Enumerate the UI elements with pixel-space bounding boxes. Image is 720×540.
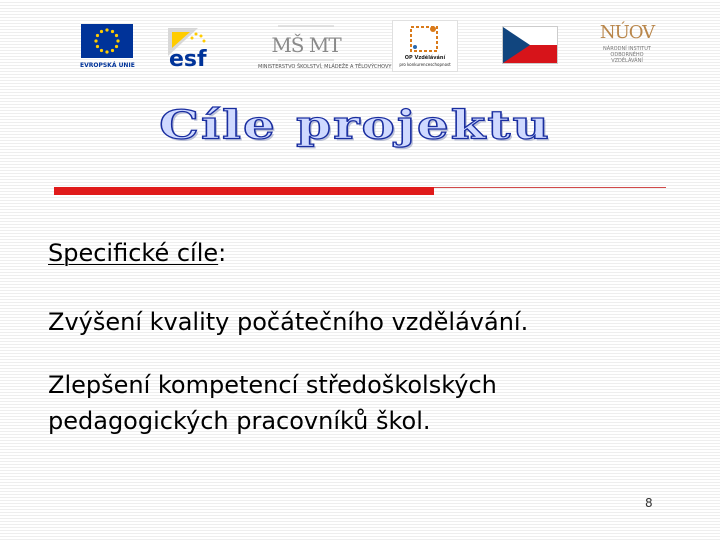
eu-star-icon <box>111 30 114 33</box>
eu-star-icon <box>115 34 118 37</box>
opvk-caption-1: OP Vzdělávání <box>404 55 446 61</box>
goals-heading <box>48 238 226 268</box>
goal-item-1: Zvýšení kvality počátečního vzdělávání. <box>48 308 529 336</box>
msmt-text: MŠ MT <box>271 33 341 57</box>
eu-star-icon <box>115 45 118 48</box>
eu-star-icon <box>94 39 97 42</box>
msmt-logo <box>258 22 392 74</box>
eu-star-icon <box>100 30 103 33</box>
page-number: 8 <box>645 496 653 510</box>
nuov-caption: NÁRODNÍ INSTITUT ODBORNÉHO VZDĚLÁVÁNÍ <box>603 46 651 64</box>
eu-caption: EVROPSKÁ UNIE <box>80 62 135 69</box>
eu-star-icon <box>96 45 99 48</box>
eu-logo <box>80 24 134 72</box>
goals-heading-colon: : <box>218 239 227 267</box>
esf-text: esf <box>169 47 207 72</box>
eu-star-icon <box>105 28 108 31</box>
eu-star-icon <box>111 49 114 52</box>
title-underline-thick <box>54 187 434 195</box>
goals-heading-label: Specifické cíle <box>48 239 219 267</box>
eu-star-icon <box>105 50 108 53</box>
nuov-logo <box>596 22 658 70</box>
nuov-monogram: NÚOV <box>599 22 655 43</box>
eu-star-icon <box>96 34 99 37</box>
eu-star-icon <box>100 49 103 52</box>
opvk-logo <box>392 20 458 72</box>
title-underline-thin <box>434 187 666 188</box>
eu-flag-icon <box>81 24 133 58</box>
eu-star-icon <box>116 39 119 42</box>
opvk-caption-2: pro konkurenceschopnost <box>399 62 451 67</box>
goal-item-2-line-1: Zlepšení kompetencí středoškolských <box>48 371 497 399</box>
czech-flag-icon <box>502 26 558 64</box>
goal-item-2-line-2: pedagogických pracovníků škol. <box>48 407 431 435</box>
slide-title: Cíle projektu <box>159 101 551 148</box>
esf-logo <box>168 28 216 70</box>
msmt-caption: MINISTERSTVO ŠKOLSTVÍ, MLÁDEŽE A TĚLOVÝCHOVY <box>258 64 392 70</box>
